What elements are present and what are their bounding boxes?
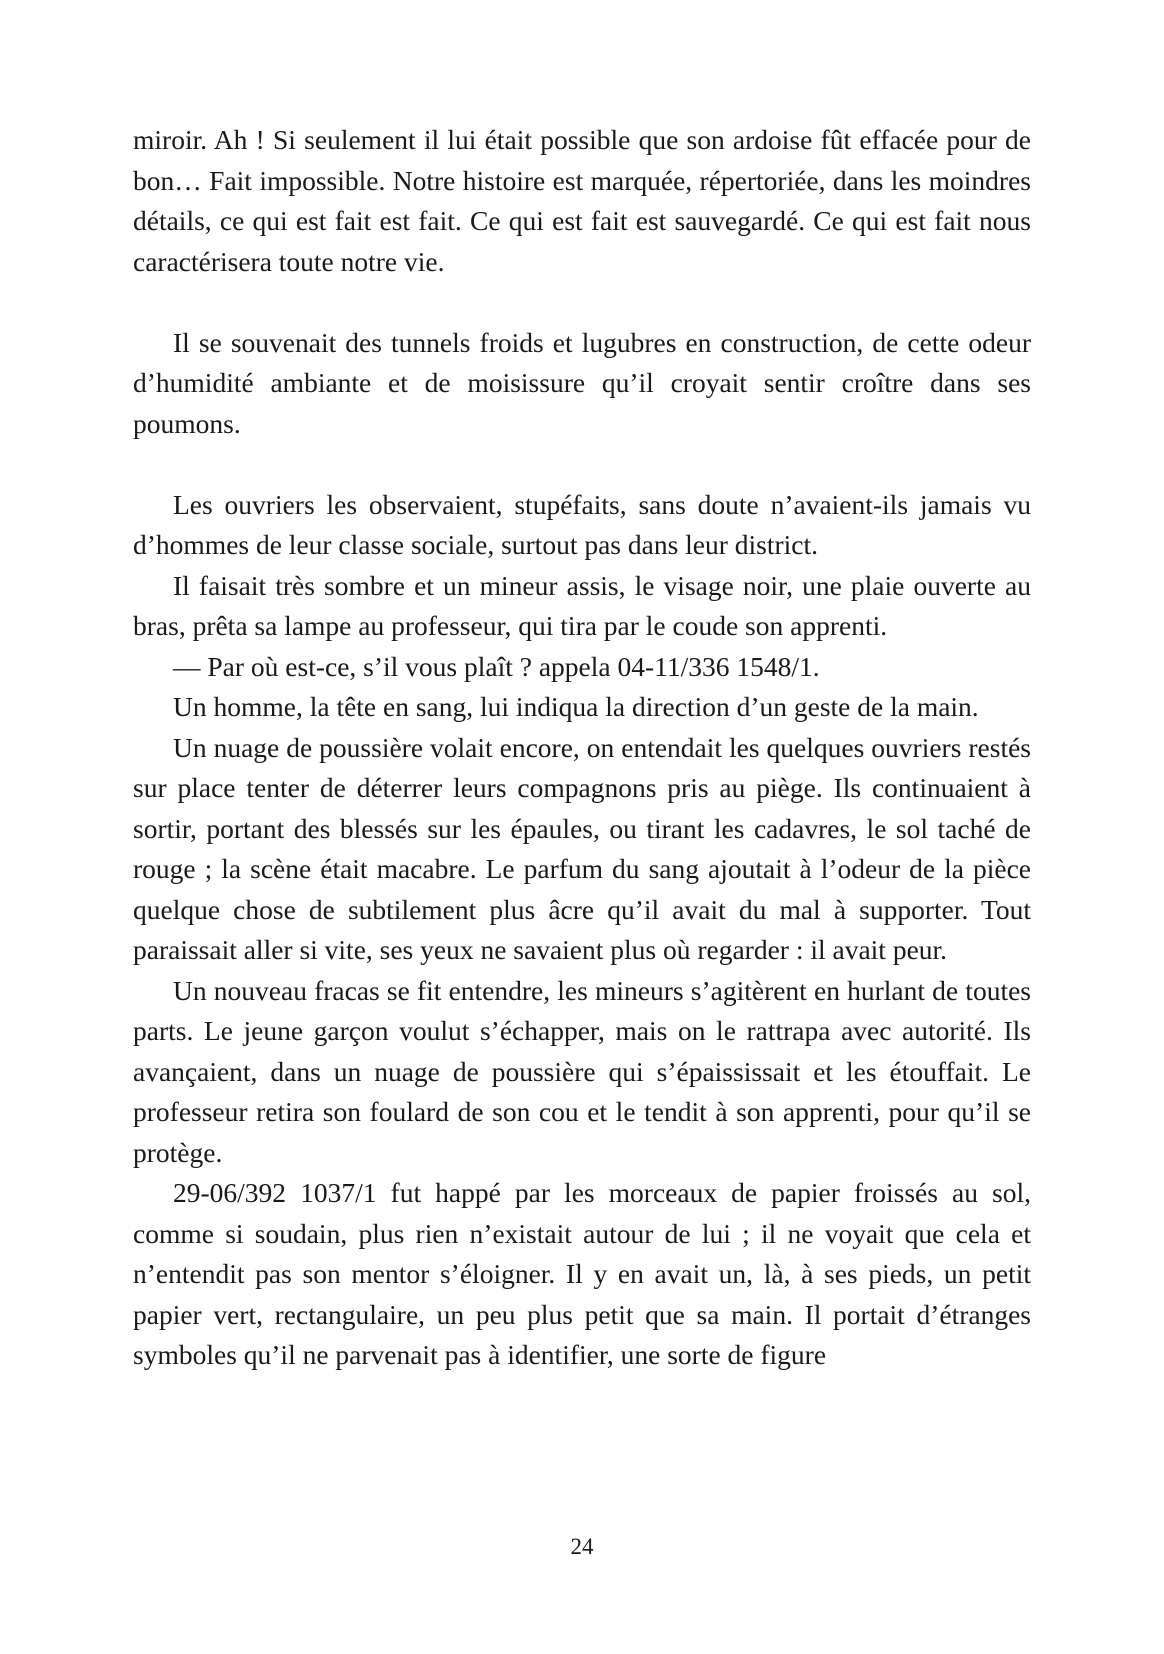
page-body (133, 120, 1031, 1376)
paragraph-8: Un nouveau fracas se fit entendre, les mineurs s’agitèrent en hurlant de toutes parts. Le jeune garçon voulut s’échapper, mais on le rattrapa avec autorité. Ils avançaient, dans un nuage de poussière qui s’épaississait et les étouffait. Le professeur retira son foulard de son cou et le tendit à son apprenti, pour qu’il se protège. (133, 974, 1031, 1168)
paragraph-4: Il faisait très sombre et un mineur assis, le visage noir, une plaie ouverte au bras, prêta sa lampe au professeur, qui tira par le coude son apprenti. (133, 569, 1031, 641)
paragraph-3: Les ouvriers les observaient, stupéfaits, sans doute n’avaient-ils jamais vu d’hommes de leur classe sociale, surtout pas dans leur district. (133, 488, 1031, 560)
paragraph-gap (133, 282, 1031, 323)
paragraph-9: 29-06/392 1037/1 fut happé par les morceaux de papier froissés au sol, comme si soudain, plus rien n’existait autour de lui ; il ne voyait que cela et n’entendit pas son mentor s’éloigner. Il y en avait un, là, à ses pieds, un petit papier vert, rectangulaire, un peu plus petit que sa main. Il portait d’étranges symboles qu’il ne parvenait pas à identifier, une sorte de figure (133, 1177, 1031, 1370)
paragraph-gap (133, 444, 1031, 485)
paragraph-1: miroir. Ah ! Si seulement il lui était possible que son ardoise fût effacée pour de bon… Fait impossible. Notre histoire est marquée, répertoriée, dans les moindres détails, ce qui est fait est fait. Ce qui est fait est sauvegardé. Ce qui est fait nous caractérisera toute notre vie. (133, 124, 1031, 277)
paragraph-2: Il se souvenait des tunnels froids et lugubres en construction, de cette odeur d’humidité ambiante et de moisissure qu’il croyait sentir croître dans ses poumons. (133, 326, 1031, 439)
dialogue-line: — Par où est-ce, s’il vous plaît ? appela 04-11/336 1548/1. (173, 650, 820, 682)
paragraph-7: Un nuage de poussière volait encore, on entendait les quelques ouvriers restés sur place tenter de déterrer leurs compagnons pris au piège. Ils continuaient à sortir, portant des blessés sur les épaules, ou tirant les cadavres, le sol taché de rouge ; la scène était macabre. Le parfum du sang ajoutait à l’odeur de la pièce quelque chose de subtilement plus âcre qu’il avait du mal à supporter. Tout paraissait aller si vite, ses yeux ne savaient plus où regarder : il avait peur. (133, 731, 1031, 965)
page-number: 24 (570, 1534, 594, 1559)
paragraph-6: Un homme, la tête en sang, lui indiqua la direction d’un geste de la main. (173, 691, 979, 722)
